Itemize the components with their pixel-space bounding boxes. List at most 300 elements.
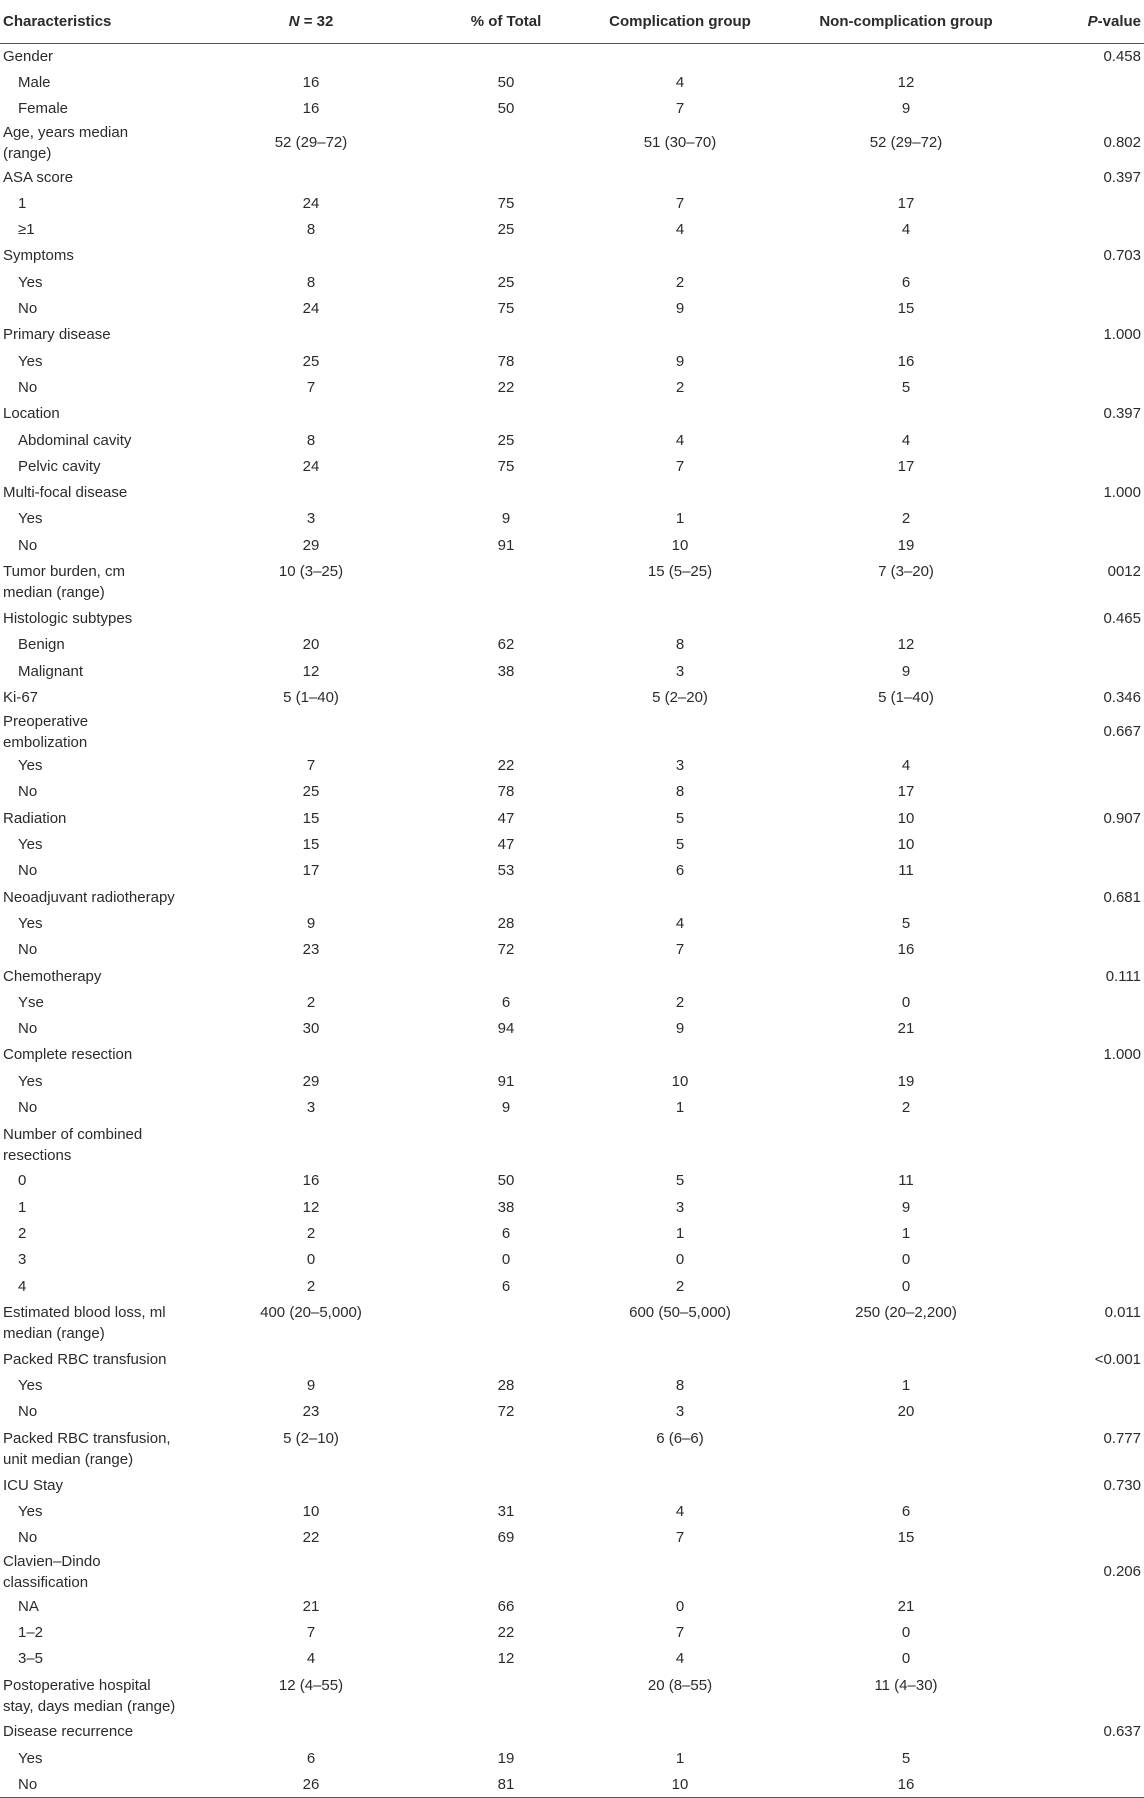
table-row (0, 658, 1144, 684)
complication-cell: 5 (675, 809, 685, 827)
complication-cell: 8 (675, 1377, 685, 1395)
table-row (0, 1121, 1144, 1168)
p-value-cell (1022, 1619, 1144, 1645)
p-value-cell (1022, 937, 1144, 963)
non-complication-cell: 21 (897, 1597, 915, 1615)
non-complication-cell (790, 1346, 1022, 1372)
characteristic-cell: Yes (18, 352, 43, 370)
n-cell: 3 (306, 510, 316, 528)
pct-cell: 19 (497, 1749, 515, 1767)
pct-cell (442, 122, 570, 164)
table-row (0, 1094, 1144, 1120)
pct-cell: 9 (501, 1099, 511, 1117)
characteristic-cell: 4 (18, 1277, 27, 1295)
table-row (0, 43, 1144, 69)
p-value-cell: 0.111 (1105, 967, 1141, 985)
characteristic-cell: Yes (18, 757, 43, 775)
n-cell (180, 1551, 442, 1593)
n-cell: 4 (306, 1650, 316, 1668)
p-value-cell (1022, 1016, 1144, 1042)
p-value-cell: 0.346 (1103, 688, 1141, 706)
characteristic-cell: Disease recurrence (3, 1723, 134, 1741)
non-complication-cell: 6 (901, 1503, 911, 1520)
table-row (0, 374, 1144, 400)
p-value-cell (1022, 1593, 1144, 1619)
table-row (0, 605, 1144, 631)
table-row (0, 479, 1144, 505)
complication-cell: 2 (675, 1277, 685, 1295)
complication-cell: 1 (675, 1099, 685, 1117)
p-value-cell (1022, 532, 1144, 558)
characteristic-cell: Complete resection (3, 1046, 133, 1064)
complication-cell: 9 (675, 352, 685, 370)
non-complication-cell: 0 (901, 1650, 911, 1668)
non-complication-cell (790, 322, 1022, 348)
p-value-cell (1022, 374, 1144, 400)
characteristic-cell: No (18, 536, 38, 554)
non-complication-cell: 0 (901, 993, 911, 1011)
p-value-cell: 0.730 (1103, 1476, 1141, 1494)
header-pct-total: % of Total (442, 0, 570, 43)
pct-cell: 91 (497, 536, 515, 554)
non-complication-cell: 11 (898, 862, 914, 880)
pct-cell: 38 (497, 662, 515, 680)
characteristic-cell: Packed RBC transfusion (3, 1350, 167, 1368)
non-complication-cell (790, 1121, 1022, 1168)
characteristic-cell: Ki-67 (3, 688, 39, 706)
complication-cell: 4 (675, 73, 685, 91)
non-complication-cell: 20 (897, 1403, 915, 1421)
p-value-cell: 0.777 (1103, 1430, 1141, 1448)
p-value-cell (1022, 1672, 1144, 1719)
n-cell (180, 1121, 442, 1168)
non-complication-cell: 250 (20–2,200) (855, 1304, 957, 1322)
characteristic-cell: Benign (18, 636, 65, 654)
pct-cell (442, 164, 570, 190)
pct-cell: 6 (501, 1277, 511, 1295)
complication-cell: 5 (2–20) (652, 688, 708, 706)
header-n-value: = 32 (299, 12, 334, 30)
pct-cell (442, 711, 570, 753)
n-cell: 29 (302, 536, 320, 554)
table-row (0, 963, 1144, 989)
n-cell: 400 (20–5,000) (260, 1304, 362, 1322)
p-value-cell: 0.011 (1104, 1304, 1141, 1322)
n-cell: 8 (306, 431, 316, 449)
table-row (0, 684, 1144, 710)
table-row (0, 1016, 1144, 1042)
table-row (0, 1672, 1144, 1719)
pct-cell: 69 (497, 1529, 515, 1547)
complication-cell (570, 1472, 790, 1498)
non-complication-cell: 17 (897, 457, 915, 475)
characteristic-cell: Gender (3, 47, 54, 65)
complication-cell (570, 1551, 790, 1593)
n-cell: 22 (302, 1529, 320, 1547)
n-cell (180, 164, 442, 190)
pct-cell: 62 (497, 636, 515, 654)
complication-cell (570, 1719, 790, 1745)
characteristic-cell: Preoperative embolization (3, 712, 89, 751)
pct-cell: 81 (497, 1775, 515, 1793)
complication-cell: 7 (675, 100, 685, 118)
n-cell (180, 479, 442, 505)
characteristic-cell: 3–5 (18, 1650, 44, 1668)
complication-cell (570, 322, 790, 348)
table-row (0, 1771, 1144, 1797)
p-value-cell (1022, 1498, 1144, 1524)
pct-cell: 66 (497, 1597, 515, 1615)
non-complication-cell: 9 (901, 662, 911, 680)
non-complication-cell: 1 (901, 1224, 911, 1242)
n-cell (180, 711, 442, 753)
n-cell: 15 (302, 809, 320, 827)
pct-cell (442, 1425, 570, 1472)
n-cell (180, 1346, 442, 1372)
p-value-cell (1022, 989, 1144, 1015)
characteristic-cell: No (18, 1020, 38, 1038)
p-value-cell: 0.397 (1103, 405, 1141, 423)
complication-cell: 7 (675, 941, 685, 959)
non-complication-cell: 5 (901, 914, 911, 932)
complication-cell: 8 (675, 636, 685, 654)
table-row (0, 1042, 1144, 1068)
p-value-cell (1022, 1745, 1144, 1771)
n-cell: 29 (302, 1072, 320, 1090)
complication-cell: 10 (671, 1072, 689, 1090)
characteristic-cell: Yes (18, 1503, 43, 1520)
complication-cell: 3 (675, 757, 685, 775)
n-cell: 10 (3–25) (278, 563, 344, 581)
n-cell: 21 (302, 1597, 320, 1615)
pct-cell: 12 (497, 1650, 515, 1668)
characteristic-cell: Pelvic cavity (18, 457, 101, 475)
non-complication-cell (790, 1551, 1022, 1593)
n-cell: 16 (302, 100, 320, 118)
p-value-cell (1022, 96, 1144, 122)
complication-cell: 0 (675, 1251, 685, 1269)
p-value-cell: 0.681 (1103, 888, 1141, 906)
n-cell: 9 (306, 914, 316, 932)
characteristic-cell: No (18, 1403, 38, 1421)
pct-cell (442, 558, 570, 605)
p-value-cell (1022, 69, 1144, 95)
n-cell: 12 (302, 662, 320, 680)
header-n-total (180, 0, 442, 43)
non-complication-cell (790, 605, 1022, 631)
table-row (0, 910, 1144, 936)
n-cell (180, 1472, 442, 1498)
table-row (0, 1498, 1144, 1524)
non-complication-cell (790, 243, 1022, 269)
non-complication-cell (790, 963, 1022, 989)
pct-cell: 78 (497, 352, 515, 370)
complication-cell (570, 884, 790, 910)
non-complication-cell: 6 (901, 273, 911, 291)
pct-cell: 47 (497, 809, 515, 827)
pct-cell: 47 (497, 836, 515, 854)
table-row (0, 1425, 1144, 1472)
table-row (0, 269, 1144, 295)
n-cell: 23 (302, 941, 320, 959)
p-value-cell (1022, 658, 1144, 684)
n-cell: 20 (302, 636, 320, 654)
characteristic-cell: No (18, 1775, 38, 1793)
non-complication-cell: 5 (1–40) (878, 688, 934, 706)
n-cell: 10 (302, 1503, 320, 1520)
pct-cell: 75 (497, 457, 515, 475)
p-value-cell (1022, 858, 1144, 884)
p-value-cell (1022, 295, 1144, 321)
non-complication-cell: 9 (901, 100, 911, 118)
table-row (0, 1593, 1144, 1619)
n-cell: 0 (306, 1251, 316, 1269)
n-cell (180, 43, 442, 69)
pct-cell: 6 (501, 993, 511, 1011)
pct-cell: 6 (501, 1224, 511, 1242)
complication-cell (570, 164, 790, 190)
non-complication-cell: 7 (3–20) (878, 563, 934, 581)
pct-cell: 31 (497, 1503, 515, 1520)
complication-cell: 10 (671, 536, 689, 554)
characteristic-cell: No (18, 941, 38, 959)
table-row (0, 190, 1144, 216)
n-cell (180, 1042, 442, 1068)
complication-cell (570, 43, 790, 69)
p-value-cell: 0.206 (1103, 1563, 1141, 1581)
non-complication-cell: 15 (897, 300, 915, 318)
complication-cell: 7 (675, 1623, 685, 1641)
table-row (0, 1551, 1144, 1593)
n-cell (180, 605, 442, 631)
characteristic-cell: Yes (18, 914, 43, 932)
p-value-cell (1022, 779, 1144, 805)
pct-cell: 75 (497, 194, 515, 212)
complication-cell: 9 (675, 300, 685, 318)
table-row (0, 532, 1144, 558)
table-row (0, 348, 1144, 374)
n-cell (180, 243, 442, 269)
table-row (0, 1619, 1144, 1645)
p-value-cell (1022, 506, 1144, 532)
complication-cell (570, 1042, 790, 1068)
p-value-cell (1022, 1194, 1144, 1220)
non-complication-cell: 52 (29–72) (869, 134, 943, 152)
pct-cell (442, 1719, 570, 1745)
characteristic-cell: 0 (18, 1172, 27, 1190)
header-characteristics: Characteristics (0, 0, 180, 43)
p-value-cell (1022, 910, 1144, 936)
pct-cell: 91 (497, 1072, 515, 1090)
complication-cell: 3 (675, 662, 685, 680)
characteristic-cell: Clavien–Dindo classification (3, 1552, 101, 1591)
complication-cell: 1 (675, 1224, 685, 1242)
non-complication-cell: 10 (897, 809, 915, 827)
p-value-cell (1022, 1121, 1144, 1168)
p-value-cell (1022, 427, 1144, 453)
non-complication-cell: 2 (901, 1099, 911, 1117)
p-value-cell (1022, 1220, 1144, 1246)
characteristic-cell: Postoperative hospital stay, days median (range) (3, 1676, 176, 1715)
table-row (0, 632, 1144, 658)
table-row (0, 989, 1144, 1015)
n-cell (180, 884, 442, 910)
non-complication-cell (790, 401, 1022, 427)
complication-cell: 15 (5–25) (647, 563, 713, 581)
complication-cell (570, 1346, 790, 1372)
p-value-cell: 0.397 (1103, 168, 1141, 186)
table-row (0, 1247, 1144, 1273)
pct-cell (442, 1472, 570, 1498)
p-value-cell (1022, 1646, 1144, 1672)
p-value-cell (1022, 453, 1144, 479)
non-complication-cell: 10 (897, 836, 915, 854)
table-row (0, 295, 1144, 321)
p-value-cell: 0.703 (1103, 247, 1141, 265)
header-non-complication-group: Non-complication group (790, 0, 1022, 43)
non-complication-cell (790, 711, 1022, 753)
n-cell: 25 (302, 783, 320, 801)
n-cell: 8 (306, 221, 316, 239)
pct-cell (442, 401, 570, 427)
p-value-cell: 1.000 (1103, 326, 1141, 344)
p-value-cell: 1.000 (1103, 1046, 1141, 1064)
characteristic-cell: Yse (18, 993, 44, 1011)
non-complication-cell: 4 (901, 757, 911, 775)
complication-cell: 4 (675, 431, 685, 449)
pct-cell: 50 (497, 100, 515, 118)
characteristic-cell: 2 (18, 1224, 27, 1242)
table-row (0, 753, 1144, 779)
pct-cell: 72 (497, 1403, 515, 1421)
characteristic-cell: ICU Stay (3, 1476, 64, 1494)
table-row (0, 164, 1144, 190)
table-row (0, 779, 1144, 805)
non-complication-cell: 16 (897, 352, 915, 370)
n-cell: 23 (302, 1403, 320, 1421)
header-n-letter: N (288, 12, 300, 30)
p-value-cell: 1.000 (1103, 484, 1141, 502)
header-row (0, 0, 1144, 43)
pct-cell: 53 (497, 862, 515, 880)
n-cell: 24 (302, 457, 320, 475)
table-row (0, 96, 1144, 122)
table-row (0, 1194, 1144, 1220)
complication-cell: 4 (675, 1650, 685, 1668)
p-value-cell (1022, 348, 1144, 374)
characteristic-cell: Malignant (18, 662, 84, 680)
table-row (0, 858, 1144, 884)
characteristic-cell: Tumor burden, cm median (range) (3, 563, 125, 602)
table-row (0, 216, 1144, 242)
characteristic-cell: No (18, 378, 38, 396)
n-cell: 52 (29–72) (274, 134, 348, 152)
n-cell (180, 1719, 442, 1745)
n-cell (180, 963, 442, 989)
p-value-cell: 0012 (1107, 563, 1141, 581)
n-cell: 24 (302, 194, 320, 212)
non-complication-cell: 1 (901, 1377, 911, 1395)
table-row (0, 1719, 1144, 1745)
complication-cell: 5 (675, 836, 685, 854)
table-row (0, 1346, 1144, 1372)
pct-cell (442, 243, 570, 269)
pct-cell (442, 963, 570, 989)
characteristic-cell: Primary disease (3, 326, 111, 344)
complication-cell: 10 (671, 1775, 689, 1793)
characteristic-cell: Abdominal cavity (18, 431, 132, 449)
non-complication-cell: 17 (897, 783, 915, 801)
p-value-cell: 0.667 (1103, 723, 1141, 741)
pct-cell (442, 884, 570, 910)
p-value-cell (1022, 1399, 1144, 1425)
n-cell: 2 (306, 1224, 316, 1242)
table-row (0, 831, 1144, 857)
non-complication-cell: 5 (901, 378, 911, 396)
n-cell: 5 (1–40) (283, 688, 339, 706)
pct-cell: 28 (497, 1377, 515, 1395)
characteristic-cell: No (18, 783, 38, 801)
table-row (0, 1068, 1144, 1094)
p-value-cell (1022, 831, 1144, 857)
characteristic-cell: Packed RBC transfusion, unit median (range) (3, 1430, 171, 1469)
characteristic-cell: Estimated blood loss, ml median (range) (3, 1304, 166, 1343)
non-complication-cell: 19 (897, 536, 915, 554)
characteristic-cell: ≥1 (18, 221, 35, 239)
n-cell: 2 (306, 993, 316, 1011)
table-row (0, 401, 1144, 427)
n-cell: 3 (306, 1099, 316, 1117)
non-complication-cell: 0 (901, 1277, 911, 1295)
table-row (0, 69, 1144, 95)
header-p-suffix: -value (1097, 12, 1141, 30)
complication-cell: 5 (675, 1172, 685, 1190)
non-complication-cell: 2 (901, 510, 911, 528)
complication-cell: 3 (675, 1403, 685, 1421)
non-complication-cell: 0 (901, 1251, 911, 1269)
p-value-cell: 0.907 (1103, 809, 1141, 827)
header-p-value (1022, 0, 1144, 43)
pct-cell (442, 479, 570, 505)
pct-cell (442, 605, 570, 631)
table-row (0, 805, 1144, 831)
p-value-cell (1022, 190, 1144, 216)
characteristic-cell: Yes (18, 836, 43, 854)
complication-cell: 7 (675, 194, 685, 212)
pct-cell: 38 (497, 1198, 515, 1216)
pct-cell (442, 1672, 570, 1719)
n-cell: 7 (306, 757, 316, 775)
p-value-cell (1022, 1168, 1144, 1194)
n-cell: 5 (2–10) (283, 1430, 339, 1448)
p-value-cell (1022, 1771, 1144, 1797)
n-cell: 24 (302, 300, 320, 318)
characteristic-cell: NA (18, 1597, 39, 1615)
complication-cell: 51 (30–70) (643, 134, 717, 152)
non-complication-cell: 5 (901, 1749, 911, 1767)
table-row (0, 1472, 1144, 1498)
characteristic-cell: No (18, 1099, 38, 1117)
pct-cell: 22 (497, 757, 515, 775)
n-cell (180, 322, 442, 348)
characteristic-cell: Radiation (3, 809, 67, 827)
complication-cell: 2 (675, 378, 685, 396)
n-cell: 6 (306, 1749, 316, 1767)
non-complication-cell: 11 (4–30) (874, 1676, 938, 1694)
p-value-cell: 0.465 (1103, 609, 1141, 627)
pct-cell (442, 684, 570, 710)
table-row (0, 506, 1144, 532)
